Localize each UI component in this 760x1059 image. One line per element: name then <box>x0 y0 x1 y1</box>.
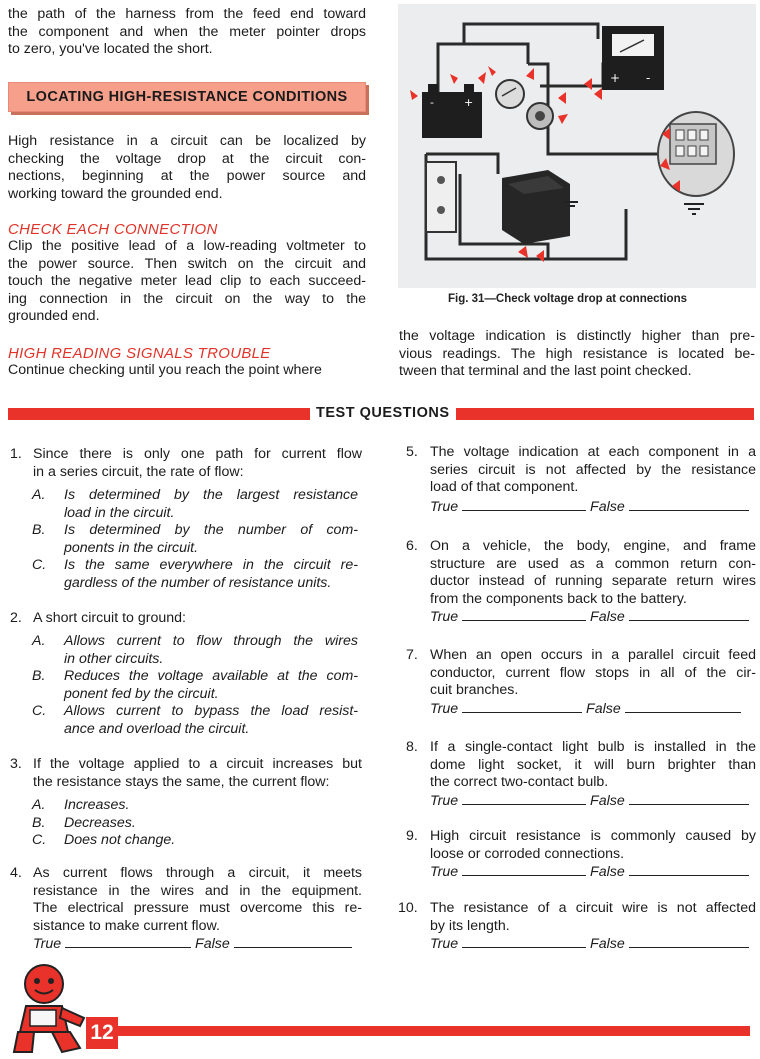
q8-true-false <box>430 792 749 811</box>
section-banner-title: LOCATING HIGH-RESISTANCE CONDITIONS <box>26 89 348 105</box>
paragraph-line: tween that terminal and the last point checked. <box>399 363 692 380</box>
question-number: 4. <box>10 865 22 881</box>
fuse-block-icon <box>426 162 456 232</box>
question-text: High circuit resistance is commonly caused by <box>430 828 756 844</box>
intro-paragraph <box>8 6 366 59</box>
question-text: If a single-contact light bulb is installed in the <box>430 739 756 755</box>
question-number: 5. <box>406 444 418 460</box>
paragraph-line: touch the negative meter lead clip to each succeed- <box>8 273 366 290</box>
question-number: 6. <box>406 538 418 554</box>
q5-true-false <box>430 498 749 517</box>
true-label: True <box>430 609 459 625</box>
question-text: The resistance of a circuit wire is not affected <box>430 900 756 916</box>
test-questions-title: TEST QUESTIONS <box>316 405 450 421</box>
question-number: 2. <box>10 610 22 626</box>
signals-heading: HIGH READING SIGNALS TROUBLE <box>8 345 271 362</box>
option-text: ponent fed by the circuit. <box>64 685 219 702</box>
question-text: load of that component. <box>430 479 579 496</box>
paragraph-line: vious readings. The high resistance is located be- <box>399 345 755 362</box>
question-text: When an open occurs in a parallel circuit feed <box>430 647 756 663</box>
option-letter: B. <box>32 815 46 831</box>
true-label: True <box>33 936 62 952</box>
section-banner <box>8 82 366 112</box>
question-text: The electrical pressure must overcome this re- <box>33 900 362 917</box>
question-number: 9. <box>406 828 418 844</box>
true-label: True <box>430 499 459 515</box>
true-label: True <box>430 864 459 880</box>
intro-line: the component and when the meter pointer drops <box>8 23 366 40</box>
true-label: True <box>430 701 459 717</box>
question-number: 1. <box>10 446 22 462</box>
false-answer-line[interactable] <box>629 608 749 621</box>
option-text: ance and overload the circuit. <box>64 720 250 737</box>
question-text: the correct two-contact bulb. <box>430 774 609 791</box>
question-text: loose or corroded connections. <box>430 845 625 862</box>
check-connection-section <box>8 221 366 326</box>
false-label: False <box>590 499 625 515</box>
check-connection-heading: CHECK EACH CONNECTION <box>8 221 218 238</box>
option-letter: A. <box>32 633 46 649</box>
question-text: the resistance stays the same, the current flow: <box>33 773 330 790</box>
page-number: 12 <box>86 1017 118 1049</box>
footer-rule <box>118 1026 750 1036</box>
question-text: resistance in the wires and in the equipment. <box>33 882 362 899</box>
option-text: Reduces the voltage available at the com- <box>64 668 358 684</box>
paragraph-line: Continue checking until you reach the point where <box>8 362 322 378</box>
question-text: dome light socket, it will burn brighter than <box>430 756 756 773</box>
q4-true-false <box>33 935 352 954</box>
intro-line: the path of the harness from the feed end toward <box>8 6 366 22</box>
true-answer-line[interactable] <box>462 498 586 511</box>
option-letter: C. <box>32 703 47 719</box>
option-text: ponents in the circuit. <box>64 539 199 556</box>
false-answer-line[interactable] <box>625 700 741 713</box>
false-label: False <box>586 701 621 717</box>
false-label: False <box>590 936 625 952</box>
question-text: series circuit is not affected by the resistance <box>430 461 756 478</box>
false-label: False <box>590 793 625 809</box>
header-rule-right <box>456 408 754 420</box>
option-letter: A. <box>32 487 46 503</box>
battery-icon <box>422 84 482 138</box>
paragraph-line: the voltage indication is distinctly higher than pre- <box>399 328 755 344</box>
gauge-icon <box>496 80 524 108</box>
paragraph-line: ing connection in the circuit on the way to the <box>8 290 366 307</box>
question-number: 8. <box>406 739 418 755</box>
false-label: False <box>195 936 230 952</box>
true-answer-line[interactable] <box>65 935 191 948</box>
option-letter: B. <box>32 668 46 684</box>
false-answer-line[interactable] <box>234 935 352 948</box>
figure-31 <box>398 4 756 288</box>
alternator-icon <box>658 112 734 196</box>
q9-true-false <box>430 863 749 882</box>
true-answer-line[interactable] <box>462 608 586 621</box>
q6-true-false <box>430 608 749 627</box>
question-text: from the components back to the battery. <box>430 590 687 607</box>
option-text: in other circuits. <box>64 650 164 667</box>
question-text: If the voltage applied to a circuit increases but <box>33 756 362 772</box>
question-text: structure are used as a common return con- <box>430 555 756 572</box>
option-text: gardless of the number of resistance units. <box>64 574 332 591</box>
question-text: sistance to make current flow. <box>33 917 220 934</box>
question-text: by its length. <box>430 917 510 934</box>
option-text: Decreases. <box>64 815 136 831</box>
option-text: Does not change. <box>64 832 176 848</box>
option-text: Is determined by the number of com- <box>64 522 358 538</box>
true-answer-line[interactable] <box>462 935 586 948</box>
true-label: True <box>430 936 459 952</box>
header-rule-left <box>8 408 310 420</box>
signals-continued <box>399 328 755 381</box>
switch-icon <box>527 103 553 129</box>
false-answer-line[interactable] <box>629 935 749 948</box>
regulator-icon <box>502 170 570 244</box>
question-text: Since there is only one path for current flow <box>33 446 362 462</box>
mascot-icon <box>4 962 94 1054</box>
paragraph-line: nections, beginning at the power source and <box>8 168 366 185</box>
false-answer-line[interactable] <box>629 863 749 876</box>
question-text: conductor, current flow stops in all of the cir- <box>430 664 756 681</box>
true-answer-line[interactable] <box>462 700 582 713</box>
intro-line: to zero, you've located the short. <box>8 41 213 58</box>
paragraph-line: the power source. Then switch on the circuit and <box>8 255 366 272</box>
question-text: in a series circuit, the rate of flow: <box>33 463 244 480</box>
paragraph-line: grounded end. <box>8 308 100 325</box>
option-letter: A. <box>32 797 46 813</box>
wiring-diagram <box>398 4 756 288</box>
question-text: As current flows through a circuit, it meets <box>33 865 362 881</box>
q10-true-false <box>430 935 749 954</box>
high-resistance-paragraph <box>8 133 366 203</box>
voltmeter-icon <box>602 26 664 90</box>
option-text: Increases. <box>64 797 130 813</box>
true-label: True <box>430 793 459 809</box>
paragraph-line: High resistance in a circuit can be localized by <box>8 133 366 149</box>
paragraph-line: Clip the positive lead of a low-reading voltmeter to <box>8 238 366 254</box>
question-text: A short circuit to ground: <box>33 610 186 626</box>
false-label: False <box>590 609 625 625</box>
false-answer-line[interactable] <box>629 498 749 511</box>
option-letter: B. <box>32 522 46 538</box>
question-text: The voltage indication at each component in a <box>430 444 756 460</box>
question-number: 3. <box>10 756 22 772</box>
paragraph-line: checking the voltage drop at the circuit con- <box>8 150 366 167</box>
svg-text:+: + <box>464 96 474 109</box>
question-number: 10. <box>398 900 418 916</box>
false-label: False <box>590 864 625 880</box>
mascot-illustration <box>4 962 94 1054</box>
option-letter: C. <box>32 557 47 573</box>
ground-icon <box>564 202 704 214</box>
option-text: load in the circuit. <box>64 504 175 521</box>
true-answer-line[interactable] <box>462 863 586 876</box>
svg-text:-: - <box>430 96 434 109</box>
q7-true-false <box>430 700 741 719</box>
question-text: ductor instead of running separate return wires <box>430 573 756 590</box>
option-letter: C. <box>32 832 47 848</box>
signals-section <box>8 345 368 380</box>
svg-text:+: + <box>610 71 621 85</box>
option-text: Is the same everywhere in the circuit re- <box>64 557 358 573</box>
question-text: cuit branches. <box>430 682 519 699</box>
false-answer-line[interactable] <box>629 792 749 805</box>
option-text: Is determined by the largest resistance <box>64 487 358 503</box>
paragraph-line: working toward the grounded end. <box>8 185 223 202</box>
svg-text:-: - <box>646 71 651 85</box>
figure-caption: Fig. 31—Check voltage drop at connections <box>448 293 687 305</box>
question-number: 7. <box>406 647 418 663</box>
question-text: On a vehicle, the body, engine, and frame <box>430 538 756 554</box>
option-text: Allows current to flow through the wires <box>64 633 358 649</box>
true-answer-line[interactable] <box>462 792 586 805</box>
option-text: Allows current to bypass the load resist- <box>64 703 358 719</box>
